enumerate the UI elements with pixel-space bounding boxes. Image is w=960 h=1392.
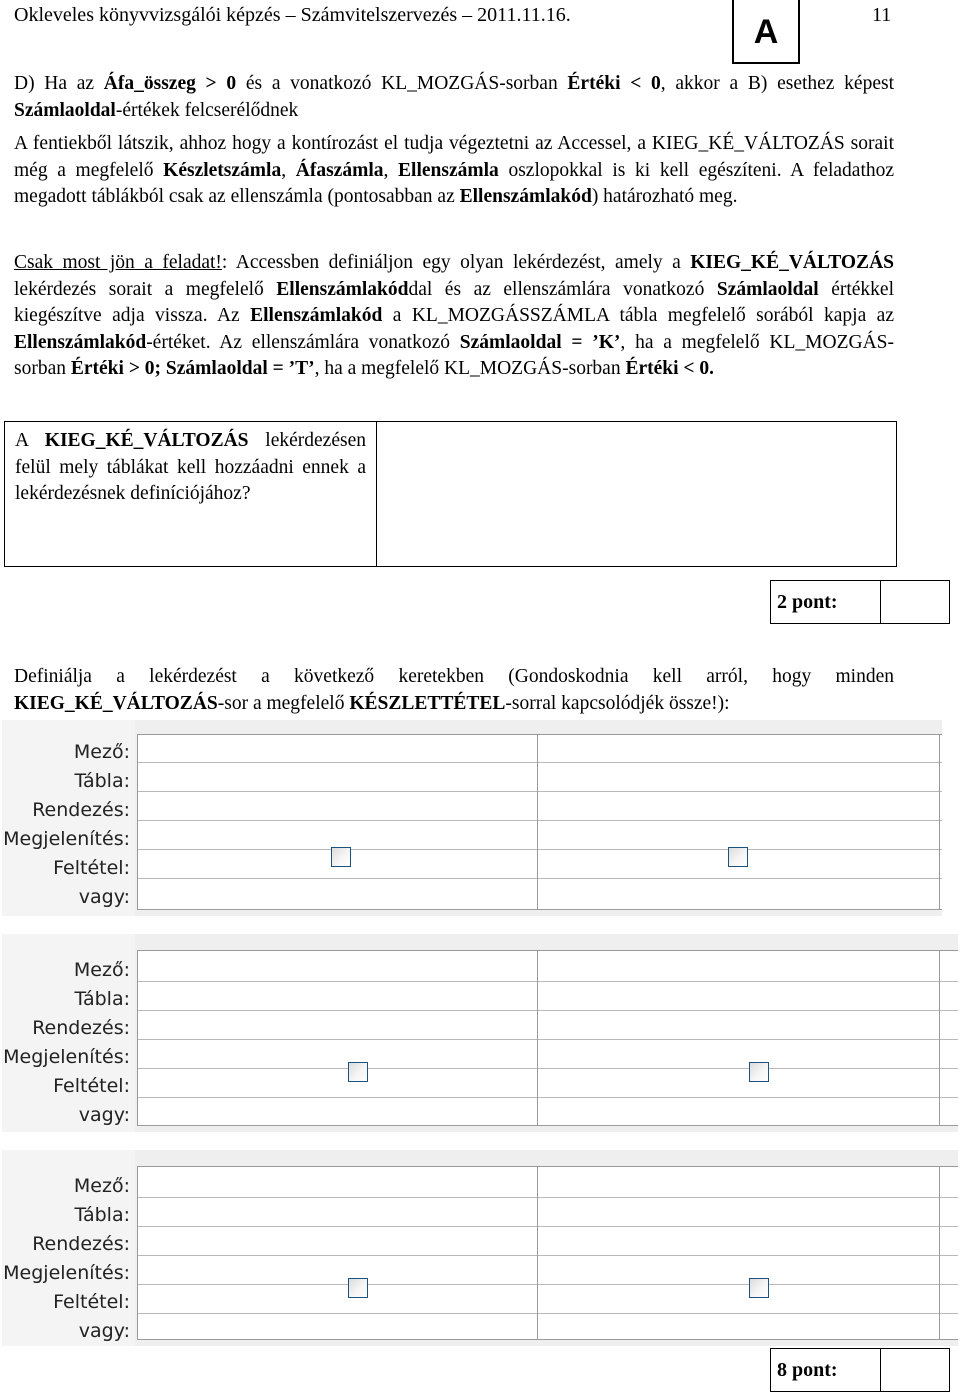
- question-table: [4, 421, 897, 567]
- column-divider: [537, 1167, 538, 1339]
- row-label-table: Tábla:: [74, 988, 130, 1010]
- row-divider: [137, 1010, 958, 1011]
- version-badge: A: [732, 0, 800, 64]
- column-divider: [137, 1167, 138, 1339]
- row-divider: [137, 849, 942, 850]
- row-divider: [137, 1313, 958, 1314]
- score-label: 2 pont:: [771, 581, 881, 623]
- row-divider: [137, 1068, 958, 1069]
- column-divider: [939, 1167, 940, 1339]
- row-label-sort: Rendezés:: [32, 1233, 130, 1255]
- score-value-field[interactable]: [881, 1349, 949, 1391]
- row-divider: [137, 762, 942, 763]
- row-label-sort: Rendezés:: [32, 799, 130, 821]
- row-divider: [137, 1039, 958, 1040]
- score-value-field[interactable]: [881, 581, 949, 623]
- row-label-field: Mező:: [73, 741, 130, 763]
- row-divider: [137, 878, 942, 879]
- row-label-table: Tábla:: [74, 770, 130, 792]
- row-divider: [137, 1255, 958, 1256]
- row-divider: [137, 820, 942, 821]
- show-checkbox[interactable]: [749, 1062, 769, 1082]
- paragraph-task: Csak most jön a feladat!: Accessben definiáljon egy olyan lekérdezést, amely a KIEG_KÉ_VÁLTOZÁS lekérdezés sorait a megfelelő Ellenszámlakóddal és az ellenszámlára vonatkozó Számlaoldal értékkel kiegészítve adja vissza. Az Ellenszámlakód a KL_MOZGÁSSZÁMLA tábla megfelelő sorából kapja az Ellenszámlakód-értéket. Az ellenszámlára vonatkozó Számlaoldal = ’K’, ha a megfelelő KL_MOZGÁS-sorban Értéki > 0; Számlaoldal = ’T’, ha a megfelelő KL_MOZGÁS-sorban Értéki < 0.: [14, 252, 894, 379]
- column-divider: [137, 951, 138, 1125]
- design-grid[interactable]: [137, 734, 942, 910]
- query-design-grid-3: [2, 1150, 958, 1346]
- document-header-title: Okleveles könyvvizsgálói képzés – Számvitelszervezés – 2011.11.16.: [14, 4, 571, 26]
- show-checkbox[interactable]: [728, 847, 748, 867]
- column-divider: [537, 951, 538, 1125]
- row-divider: [137, 1284, 958, 1285]
- column-divider: [537, 735, 538, 909]
- show-checkbox[interactable]: [749, 1278, 769, 1298]
- row-divider: [137, 791, 942, 792]
- show-checkbox[interactable]: [348, 1062, 368, 1082]
- row-label-sort: Rendezés:: [32, 1017, 130, 1039]
- show-checkbox[interactable]: [348, 1278, 368, 1298]
- query-design-grid-1: [2, 720, 942, 916]
- design-grid[interactable]: [137, 950, 958, 1126]
- row-labels: [2, 1150, 135, 1346]
- row-label-show: Megjelenítés:: [3, 1262, 130, 1284]
- design-grid[interactable]: [137, 1166, 958, 1340]
- paragraph-define-query: Definiálja a lekérdezést a következő keretekben (Gondoskodnia kell arról, hogy minden KIEG_KÉ_VÁLTOZÁS-sor a megfelelő KÉSZLETTÉTEL-sorral kapcsolódjék össze!):: [14, 666, 894, 714]
- row-divider: [137, 1226, 958, 1227]
- row-label-table: Tábla:: [74, 1204, 130, 1226]
- row-label-or: vagy:: [78, 1104, 130, 1126]
- show-checkbox[interactable]: [331, 847, 351, 867]
- score-box-2: [770, 1348, 950, 1392]
- question-text: A KIEG_KÉ_VÁLTOZÁS lekérdezésen felül mely táblákat kell hozzáadni ennek a lekérdezésnek definíciójához?: [5, 422, 377, 566]
- paragraph-case-d: D) Ha az Áfa_összeg > 0 és a vonatkozó KL_MOZGÁS-sorban Értéki < 0, akkor a B) esethez képest Számlaoldal-értékek felcserélődnek: [14, 73, 894, 121]
- paragraph-explanation: A fentiekből látszik, ahhoz hogy a kontírozást el tudja végeztetni az Accessel, a KIEG_KÉ_VÁLTOZÁS sorait még a megfelelő Készletszámla, Áfaszámla, Ellenszámla oszlopokkal is ki kell egészíteni. A feladathoz megadott táblákból csak az ellenszámla (pontosabban az Ellenszámlakód) határozható meg.: [14, 133, 895, 207]
- row-label-or: vagy:: [78, 1320, 130, 1342]
- column-divider: [939, 735, 940, 909]
- answer-field[interactable]: [377, 422, 896, 566]
- row-label-criteria: Feltétel:: [53, 1291, 130, 1313]
- row-label-show: Megjelenítés:: [3, 828, 130, 850]
- row-labels: [2, 934, 135, 1132]
- column-divider: [137, 735, 138, 909]
- row-divider: [137, 1097, 958, 1098]
- score-label: 8 pont:: [771, 1349, 881, 1391]
- row-label-or: vagy:: [78, 886, 130, 908]
- row-divider: [137, 981, 958, 982]
- row-label-criteria: Feltétel:: [53, 1075, 130, 1097]
- query-design-grid-2: [2, 934, 958, 1132]
- row-labels: [2, 720, 135, 916]
- row-label-criteria: Feltétel:: [53, 857, 130, 879]
- page-number: 11: [872, 4, 892, 26]
- row-divider: [137, 1197, 958, 1198]
- row-label-field: Mező:: [73, 1175, 130, 1197]
- column-divider: [939, 951, 940, 1125]
- row-label-field: Mező:: [73, 959, 130, 981]
- score-box-1: [770, 580, 950, 624]
- row-label-show: Megjelenítés:: [3, 1046, 130, 1068]
